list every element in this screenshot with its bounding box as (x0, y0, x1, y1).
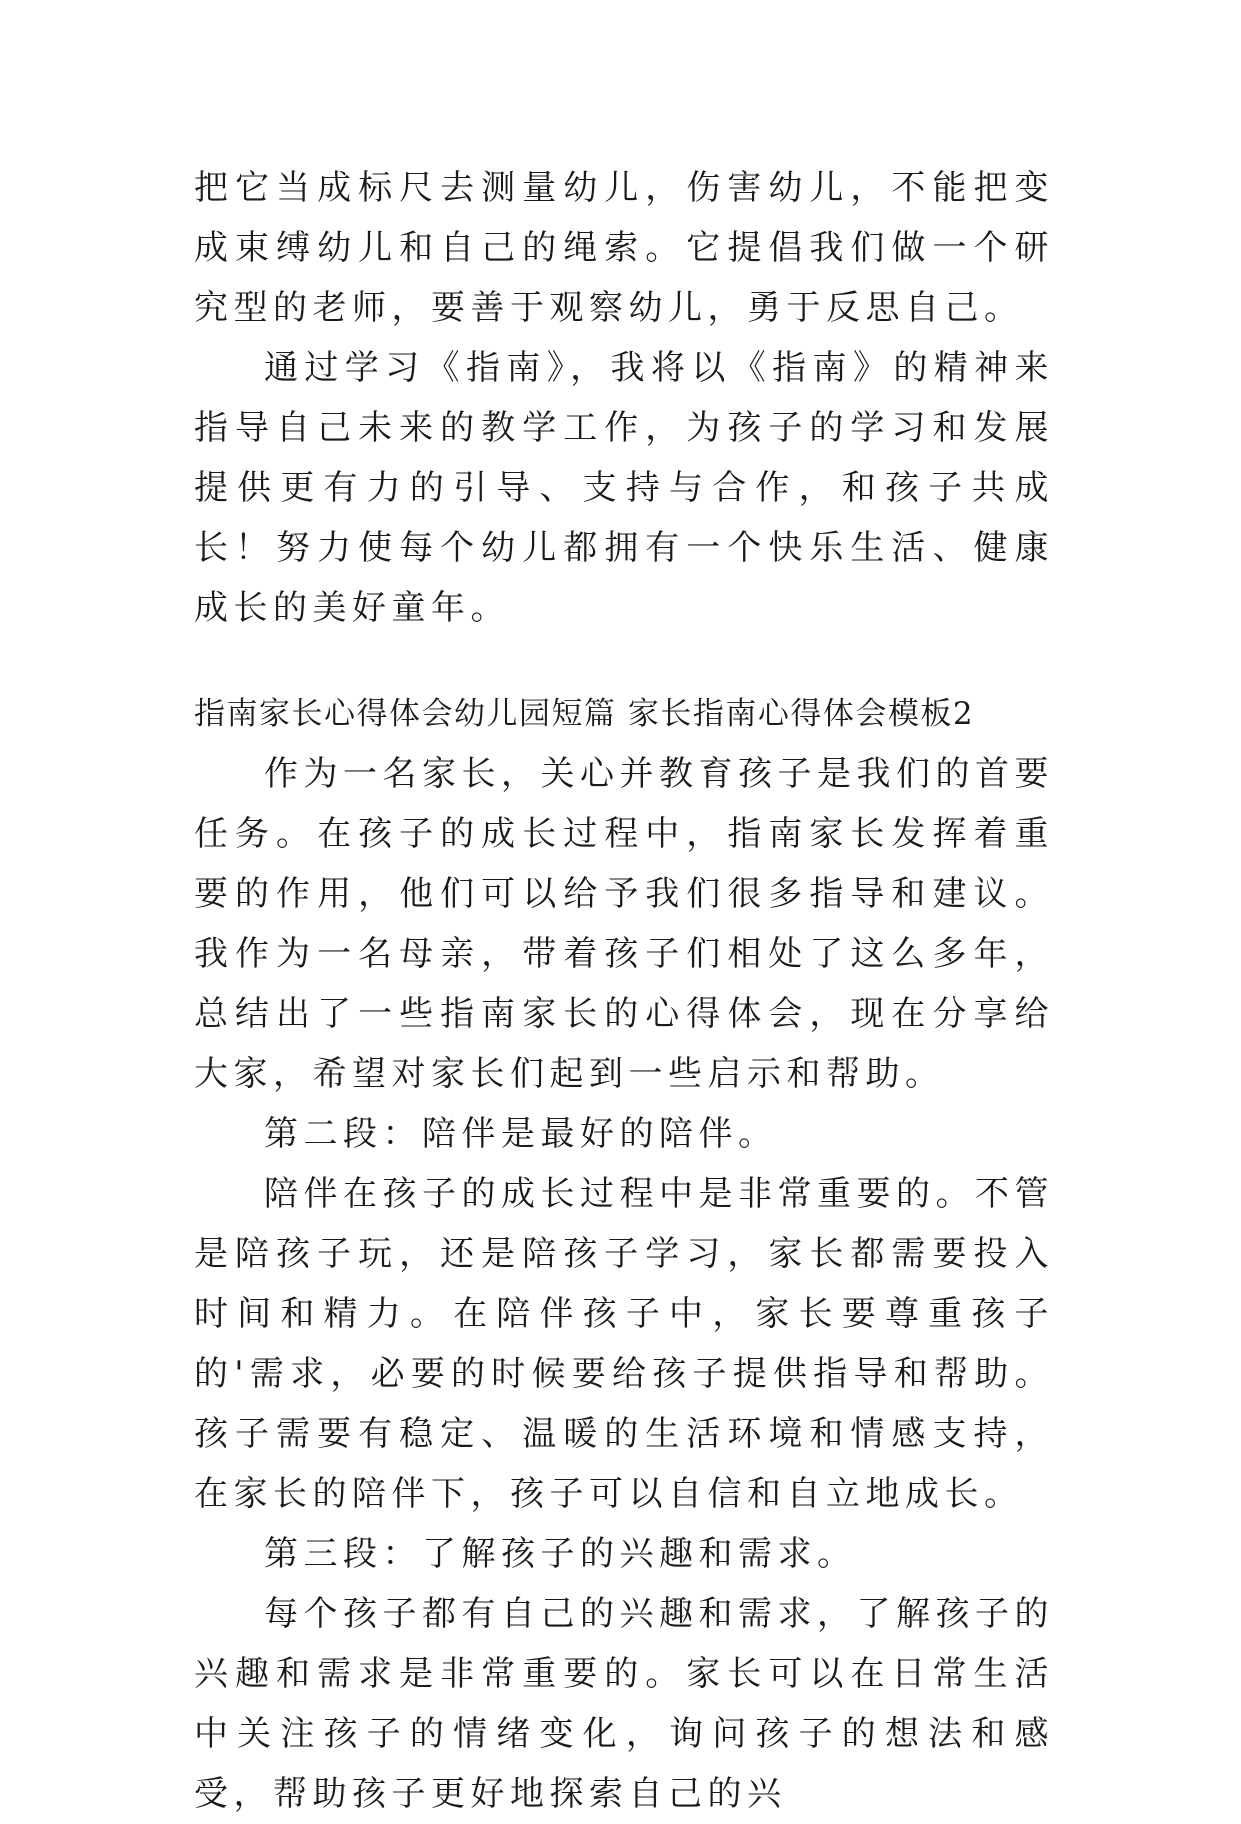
paragraph-interests: 每个孩子都有自己的兴趣和需求，了解孩子的兴趣和需求是非常重要的。家长可以在日常生活中关注孩子的情绪变化，询问孩子的想法和感受，帮助孩子更好地探索自己的兴 (194, 1594, 1054, 1814)
paragraph-intro: 作为一名家长，关心并教育孩子是我们的首要任务。在孩子的成长过程中，指南家长发挥着重要的作用，他们可以给予我们很多指导和建议。我作为一名母亲，带着孩子们相处了这么多年，总结出了一些指南家长的心得体会，现在分享给大家，希望对家长们起到一些启示和帮助。 (194, 754, 1054, 1094)
paragraph-continuation: 把它当成标尺去测量幼儿，伤害幼儿，不能把变成束缚幼儿和自己的绳索。它提倡我们做一个研究型的老师，要善于观察幼儿，勇于反思自己。 (194, 168, 1054, 328)
section-heading: 指南家长心得体会幼儿园短篇 家长指南心得体会模板2 (194, 696, 975, 732)
document-page (194, 158, 1054, 1824)
paragraph-conclusion: 通过学习《指南》，我将以《指南》的精神来指导自己未来的教学工作，为孩子的学习和发展提供更有力的引导、支持与合作，和孩子共成长！努力使每个幼儿都拥有一个快乐生活、健康成长的美好童年。 (194, 348, 1054, 628)
subheading-third-section: 第三段：了解孩子的兴趣和需求。 (264, 1534, 857, 1574)
paragraph-companionship: 陪伴在孩子的成长过程中是非常重要的。不管是陪孩子玩，还是陪孩子学习，家长都需要投入时间和精力。在陪伴孩子中，家长要尊重孩子的'需求，必要的时候要给孩子提供指导和帮助。孩子需要有稳定、温暖的生活环境和情感支持，在家长的陪伴下，孩子可以自信和自立地成长。 (194, 1174, 1054, 1514)
subheading-second-section: 第二段：陪伴是最好的陪伴。 (264, 1114, 778, 1154)
